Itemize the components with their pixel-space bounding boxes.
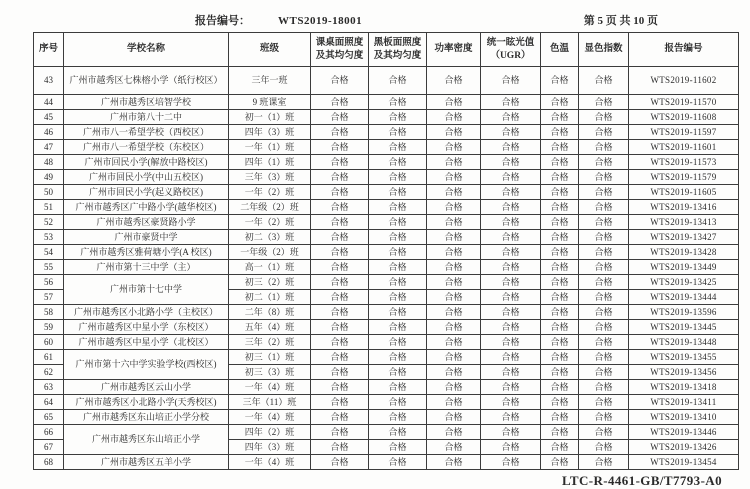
table-body	[34, 67, 739, 470]
cell-report-no: WTS2019-13427	[629, 230, 739, 245]
table-row	[34, 275, 739, 290]
cell-ugr: 合格	[481, 67, 541, 95]
cell-ugr: 合格	[481, 410, 541, 425]
cell-board-lux: 合格	[369, 335, 427, 350]
table-row	[34, 245, 739, 260]
cell-school: 广州市越秀区东山培正小学	[64, 425, 229, 455]
cell-color-temp: 合格	[541, 335, 579, 350]
table-row	[34, 350, 739, 365]
page-indicator: 第 5 页 共 10 页	[583, 15, 658, 27]
cell-board-lux: 合格	[369, 260, 427, 275]
cell-school: 广州市越秀区培智学校	[64, 95, 229, 110]
cell-ugr: 合格	[481, 365, 541, 380]
cell-report-no: WTS2019-13428	[629, 245, 739, 260]
cell-color-temp: 合格	[541, 395, 579, 410]
cell-color-temp: 合格	[541, 275, 579, 290]
doc-code: LTC-R-4461-GB/T7793-A0	[562, 473, 722, 488]
table-row	[34, 110, 739, 125]
cell-desk-lux: 合格	[311, 260, 369, 275]
col-header-school: 学校名称	[64, 33, 229, 67]
cell-cri: 合格	[579, 170, 629, 185]
results-table	[33, 32, 739, 470]
cell-cri: 合格	[579, 290, 629, 305]
cell-board-lux: 合格	[369, 275, 427, 290]
cell-report-no: WTS2019-13418	[629, 380, 739, 395]
cell-school: 广州市越秀区雅荷塘小学(A 校区)	[64, 245, 229, 260]
cell-ugr: 合格	[481, 380, 541, 395]
cell-cri: 合格	[579, 380, 629, 395]
cell-school: 广州市越秀区小北路小学（主校区）	[64, 305, 229, 320]
cell-board-lux: 合格	[369, 230, 427, 245]
cell-desk-lux: 合格	[311, 380, 369, 395]
cell-report-no: WTS2019-13456	[629, 365, 739, 380]
report-number-label: 报告编号：	[195, 15, 250, 27]
col-header-seq: 序号	[34, 33, 64, 67]
cell-desk-lux: 合格	[311, 425, 369, 440]
cell-school: 广州市豪贤中学	[64, 230, 229, 245]
cell-desk-lux: 合格	[311, 395, 369, 410]
cell-power-density: 合格	[427, 110, 481, 125]
cell-ugr: 合格	[481, 335, 541, 350]
col-header-ugr: 统一眩光值（UGR）	[481, 33, 541, 67]
cell-ugr: 合格	[481, 95, 541, 110]
cell-class: 二年（8）班	[229, 305, 311, 320]
cell-seq: 53	[34, 230, 64, 245]
cell-board-lux: 合格	[369, 425, 427, 440]
cell-cri: 合格	[579, 155, 629, 170]
cell-ugr: 合格	[481, 185, 541, 200]
cell-seq: 45	[34, 110, 64, 125]
cell-ugr: 合格	[481, 425, 541, 440]
cell-desk-lux: 合格	[311, 155, 369, 170]
cell-board-lux: 合格	[369, 290, 427, 305]
cell-cri: 合格	[579, 260, 629, 275]
cell-seq: 60	[34, 335, 64, 350]
cell-class: 四年（3）班	[229, 440, 311, 455]
cell-desk-lux: 合格	[311, 185, 369, 200]
cell-ugr: 合格	[481, 305, 541, 320]
cell-report-no: WTS2019-13448	[629, 335, 739, 350]
cell-desk-lux: 合格	[311, 275, 369, 290]
cell-desk-lux: 合格	[311, 290, 369, 305]
cell-color-temp: 合格	[541, 200, 579, 215]
cell-ugr: 合格	[481, 215, 541, 230]
cell-class: 高一（1）班	[229, 260, 311, 275]
cell-power-density: 合格	[427, 440, 481, 455]
cell-school: 广州市越秀区七株榕小学（纸行校区）	[64, 67, 229, 95]
cell-cri: 合格	[579, 275, 629, 290]
cell-board-lux: 合格	[369, 185, 427, 200]
cell-board-lux: 合格	[369, 395, 427, 410]
cell-seq: 57	[34, 290, 64, 305]
cell-board-lux: 合格	[369, 245, 427, 260]
table-row	[34, 67, 739, 95]
cell-power-density: 合格	[427, 155, 481, 170]
cell-report-no: WTS2019-13446	[629, 425, 739, 440]
cell-desk-lux: 合格	[311, 350, 369, 365]
cell-report-no: WTS2019-13454	[629, 455, 739, 470]
cell-class: 初二（1）班	[229, 290, 311, 305]
cell-seq: 62	[34, 365, 64, 380]
cell-color-temp: 合格	[541, 67, 579, 95]
cell-class: 四年（2）班	[229, 425, 311, 440]
cell-power-density: 合格	[427, 350, 481, 365]
col-header-report-no: 报告编号	[629, 33, 739, 67]
cell-class: 初三（1）班	[229, 350, 311, 365]
table-row	[34, 410, 739, 425]
col-header-color-temp: 色温	[541, 33, 579, 67]
table-row	[34, 260, 739, 275]
cell-school: 广州市第十七中学	[64, 275, 229, 305]
cell-board-lux: 合格	[369, 215, 427, 230]
cell-class: 三年一班	[229, 67, 311, 95]
cell-ugr: 合格	[481, 200, 541, 215]
cell-school: 广州市第十六中学实验学校(西校区)	[64, 350, 229, 380]
cell-report-no: WTS2019-11601	[629, 140, 739, 155]
cell-school: 广州市第十三中学（主）	[64, 260, 229, 275]
cell-ugr: 合格	[481, 275, 541, 290]
cell-seq: 66	[34, 425, 64, 440]
table-row	[34, 155, 739, 170]
cell-color-temp: 合格	[541, 305, 579, 320]
cell-board-lux: 合格	[369, 200, 427, 215]
cell-seq: 59	[34, 320, 64, 335]
cell-class: 一年（4）班	[229, 380, 311, 395]
cell-seq: 52	[34, 215, 64, 230]
cell-ugr: 合格	[481, 140, 541, 155]
cell-color-temp: 合格	[541, 125, 579, 140]
cell-school: 广州市第八十二中	[64, 110, 229, 125]
cell-desk-lux: 合格	[311, 200, 369, 215]
cell-school: 广州市越秀区小北路小学(天秀校区)	[64, 395, 229, 410]
table-row	[34, 425, 739, 440]
cell-seq: 50	[34, 185, 64, 200]
cell-power-density: 合格	[427, 170, 481, 185]
cell-board-lux: 合格	[369, 305, 427, 320]
cell-desk-lux: 合格	[311, 67, 369, 95]
cell-class: 一年（2）班	[229, 185, 311, 200]
cell-cri: 合格	[579, 95, 629, 110]
cell-color-temp: 合格	[541, 185, 579, 200]
cell-cri: 合格	[579, 455, 629, 470]
cell-class: 初一（1）班	[229, 110, 311, 125]
cell-power-density: 合格	[427, 230, 481, 245]
cell-report-no: WTS2019-11608	[629, 110, 739, 125]
cell-power-density: 合格	[427, 290, 481, 305]
cell-desk-lux: 合格	[311, 335, 369, 350]
table-row	[34, 380, 739, 395]
cell-seq: 47	[34, 140, 64, 155]
cell-ugr: 合格	[481, 320, 541, 335]
cell-board-lux: 合格	[369, 155, 427, 170]
cell-seq: 64	[34, 395, 64, 410]
cell-seq: 65	[34, 410, 64, 425]
cell-class: 四年（1）班	[229, 155, 311, 170]
cell-ugr: 合格	[481, 170, 541, 185]
cell-seq: 46	[34, 125, 64, 140]
cell-color-temp: 合格	[541, 95, 579, 110]
table-row	[34, 215, 739, 230]
cell-seq: 58	[34, 305, 64, 320]
cell-desk-lux: 合格	[311, 125, 369, 140]
cell-school: 广州市越秀区中星小学（东校区）	[64, 320, 229, 335]
cell-color-temp: 合格	[541, 410, 579, 425]
cell-class: 一年（4）班	[229, 410, 311, 425]
cell-school: 广州市越秀区豪贤路小学	[64, 215, 229, 230]
cell-report-no: WTS2019-13416	[629, 200, 739, 215]
cell-cri: 合格	[579, 245, 629, 260]
cell-power-density: 合格	[427, 260, 481, 275]
cell-ugr: 合格	[481, 260, 541, 275]
cell-seq: 51	[34, 200, 64, 215]
cell-color-temp: 合格	[541, 140, 579, 155]
cell-board-lux: 合格	[369, 110, 427, 125]
cell-desk-lux: 合格	[311, 170, 369, 185]
cell-class: 9 班课室	[229, 95, 311, 110]
cell-power-density: 合格	[427, 200, 481, 215]
cell-class: 初三（2）班	[229, 275, 311, 290]
cell-cri: 合格	[579, 140, 629, 155]
table-row	[34, 200, 739, 215]
table-row	[34, 140, 739, 155]
cell-seq: 55	[34, 260, 64, 275]
cell-ugr: 合格	[481, 455, 541, 470]
cell-power-density: 合格	[427, 410, 481, 425]
cell-cri: 合格	[579, 350, 629, 365]
cell-class: 四年（3）班	[229, 125, 311, 140]
cell-cri: 合格	[579, 320, 629, 335]
table-row	[34, 455, 739, 470]
cell-color-temp: 合格	[541, 290, 579, 305]
cell-color-temp: 合格	[541, 440, 579, 455]
cell-cri: 合格	[579, 425, 629, 440]
table-row	[34, 305, 739, 320]
report-number-value: WTS2019-18001	[278, 15, 363, 27]
cell-desk-lux: 合格	[311, 215, 369, 230]
cell-seq: 49	[34, 170, 64, 185]
cell-color-temp: 合格	[541, 260, 579, 275]
cell-power-density: 合格	[427, 275, 481, 290]
report-number-group	[195, 12, 362, 28]
cell-report-no: WTS2019-13449	[629, 260, 739, 275]
cell-cri: 合格	[579, 395, 629, 410]
cell-cri: 合格	[579, 200, 629, 215]
table-row	[34, 170, 739, 185]
cell-color-temp: 合格	[541, 425, 579, 440]
cell-school: 广州市越秀区中星小学（北校区）	[64, 335, 229, 350]
cell-school: 广州市八一希望学校（西校区）	[64, 125, 229, 140]
cell-report-no: WTS2019-11605	[629, 185, 739, 200]
cell-class: 三年（3）班	[229, 170, 311, 185]
cell-color-temp: 合格	[541, 155, 579, 170]
cell-report-no: WTS2019-13596	[629, 305, 739, 320]
cell-report-no: WTS2019-11597	[629, 125, 739, 140]
cell-cri: 合格	[579, 125, 629, 140]
cell-board-lux: 合格	[369, 440, 427, 455]
cell-desk-lux: 合格	[311, 110, 369, 125]
table-row	[34, 395, 739, 410]
cell-school: 广州市越秀区东山培正小学分校	[64, 410, 229, 425]
cell-class: 一年（1）班	[229, 140, 311, 155]
cell-board-lux: 合格	[369, 320, 427, 335]
cell-school: 广州市越秀区广中路小学(越华校区)	[64, 200, 229, 215]
cell-board-lux: 合格	[369, 95, 427, 110]
cell-ugr: 合格	[481, 350, 541, 365]
cell-report-no: WTS2019-13410	[629, 410, 739, 425]
cell-report-no: WTS2019-13445	[629, 320, 739, 335]
cell-seq: 43	[34, 67, 64, 95]
cell-board-lux: 合格	[369, 410, 427, 425]
cell-power-density: 合格	[427, 67, 481, 95]
cell-board-lux: 合格	[369, 67, 427, 95]
cell-report-no: WTS2019-11602	[629, 67, 739, 95]
table-row	[34, 95, 739, 110]
cell-report-no: WTS2019-11579	[629, 170, 739, 185]
cell-desk-lux: 合格	[311, 230, 369, 245]
cell-class: 五年（4）班	[229, 320, 311, 335]
cell-color-temp: 合格	[541, 245, 579, 260]
cell-desk-lux: 合格	[311, 140, 369, 155]
cell-class: 初三（3）班	[229, 365, 311, 380]
cell-ugr: 合格	[481, 110, 541, 125]
cell-power-density: 合格	[427, 125, 481, 140]
cell-power-density: 合格	[427, 320, 481, 335]
cell-ugr: 合格	[481, 290, 541, 305]
cell-desk-lux: 合格	[311, 410, 369, 425]
cell-power-density: 合格	[427, 425, 481, 440]
cell-power-density: 合格	[427, 215, 481, 230]
cell-power-density: 合格	[427, 335, 481, 350]
cell-ugr: 合格	[481, 125, 541, 140]
cell-power-density: 合格	[427, 365, 481, 380]
cell-ugr: 合格	[481, 440, 541, 455]
cell-class: 初二（3）班	[229, 230, 311, 245]
cell-class: 二年级（2）班	[229, 200, 311, 215]
cell-cri: 合格	[579, 230, 629, 245]
cell-color-temp: 合格	[541, 380, 579, 395]
cell-board-lux: 合格	[369, 365, 427, 380]
table-row	[34, 185, 739, 200]
cell-power-density: 合格	[427, 395, 481, 410]
cell-school: 广州市回民小学(解放中路校区)	[64, 155, 229, 170]
cell-report-no: WTS2019-13413	[629, 215, 739, 230]
cell-seq: 48	[34, 155, 64, 170]
cell-cri: 合格	[579, 440, 629, 455]
cell-seq: 61	[34, 350, 64, 365]
cell-cri: 合格	[579, 335, 629, 350]
cell-seq: 56	[34, 275, 64, 290]
table-row	[34, 230, 739, 245]
cell-board-lux: 合格	[369, 170, 427, 185]
cell-report-no: WTS2019-11573	[629, 155, 739, 170]
cell-report-no: WTS2019-13411	[629, 395, 739, 410]
cell-cri: 合格	[579, 365, 629, 380]
cell-power-density: 合格	[427, 455, 481, 470]
cell-board-lux: 合格	[369, 380, 427, 395]
cell-school: 广州市越秀区五羊小学	[64, 455, 229, 470]
cell-seq: 67	[34, 440, 64, 455]
col-header-desk-lux: 课桌面照度及其均匀度	[311, 33, 369, 67]
table-row	[34, 335, 739, 350]
cell-ugr: 合格	[481, 245, 541, 260]
cell-desk-lux: 合格	[311, 320, 369, 335]
cell-power-density: 合格	[427, 140, 481, 155]
cell-class: 一年（2）班	[229, 215, 311, 230]
cell-class: 一年（4）班	[229, 455, 311, 470]
cell-cri: 合格	[579, 110, 629, 125]
col-header-power: 功率密度	[427, 33, 481, 67]
col-header-cri: 显色指数	[579, 33, 629, 67]
col-header-class: 班级	[229, 33, 311, 67]
table-row	[34, 125, 739, 140]
cell-color-temp: 合格	[541, 350, 579, 365]
cell-power-density: 合格	[427, 185, 481, 200]
cell-report-no: WTS2019-13444	[629, 290, 739, 305]
cell-class: 一年级（2）班	[229, 245, 311, 260]
cell-ugr: 合格	[481, 155, 541, 170]
cell-board-lux: 合格	[369, 455, 427, 470]
cell-power-density: 合格	[427, 245, 481, 260]
table-row	[34, 320, 739, 335]
cell-class: 三年（2）班	[229, 335, 311, 350]
cell-color-temp: 合格	[541, 230, 579, 245]
page-header	[0, 0, 750, 32]
cell-cri: 合格	[579, 185, 629, 200]
cell-power-density: 合格	[427, 305, 481, 320]
cell-ugr: 合格	[481, 230, 541, 245]
cell-desk-lux: 合格	[311, 305, 369, 320]
cell-power-density: 合格	[427, 95, 481, 110]
cell-board-lux: 合格	[369, 140, 427, 155]
cell-school: 广州市回民小学(中山五校区)	[64, 170, 229, 185]
cell-board-lux: 合格	[369, 125, 427, 140]
cell-seq: 68	[34, 455, 64, 470]
cell-ugr: 合格	[481, 395, 541, 410]
cell-color-temp: 合格	[541, 170, 579, 185]
cell-report-no: WTS2019-11570	[629, 95, 739, 110]
cell-seq: 63	[34, 380, 64, 395]
cell-seq: 54	[34, 245, 64, 260]
table-header-row	[34, 33, 739, 67]
cell-color-temp: 合格	[541, 215, 579, 230]
cell-desk-lux: 合格	[311, 440, 369, 455]
cell-report-no: WTS2019-13455	[629, 350, 739, 365]
cell-report-no: WTS2019-13425	[629, 275, 739, 290]
cell-cri: 合格	[579, 305, 629, 320]
cell-cri: 合格	[579, 215, 629, 230]
cell-cri: 合格	[579, 410, 629, 425]
cell-color-temp: 合格	[541, 110, 579, 125]
cell-cri: 合格	[579, 67, 629, 95]
cell-class: 三年（11）班	[229, 395, 311, 410]
cell-color-temp: 合格	[541, 320, 579, 335]
cell-color-temp: 合格	[541, 365, 579, 380]
cell-school: 广州市越秀区云山小学	[64, 380, 229, 395]
cell-report-no: WTS2019-13426	[629, 440, 739, 455]
cell-school: 广州市八一希望学校（东校区）	[64, 140, 229, 155]
cell-desk-lux: 合格	[311, 95, 369, 110]
cell-desk-lux: 合格	[311, 365, 369, 380]
cell-desk-lux: 合格	[311, 455, 369, 470]
cell-board-lux: 合格	[369, 350, 427, 365]
cell-seq: 44	[34, 95, 64, 110]
cell-color-temp: 合格	[541, 455, 579, 470]
cell-desk-lux: 合格	[311, 245, 369, 260]
cell-power-density: 合格	[427, 380, 481, 395]
col-header-board-lux: 黑板面照度及其均匀度	[369, 33, 427, 67]
cell-school: 广州市回民小学(起义路校区)	[64, 185, 229, 200]
